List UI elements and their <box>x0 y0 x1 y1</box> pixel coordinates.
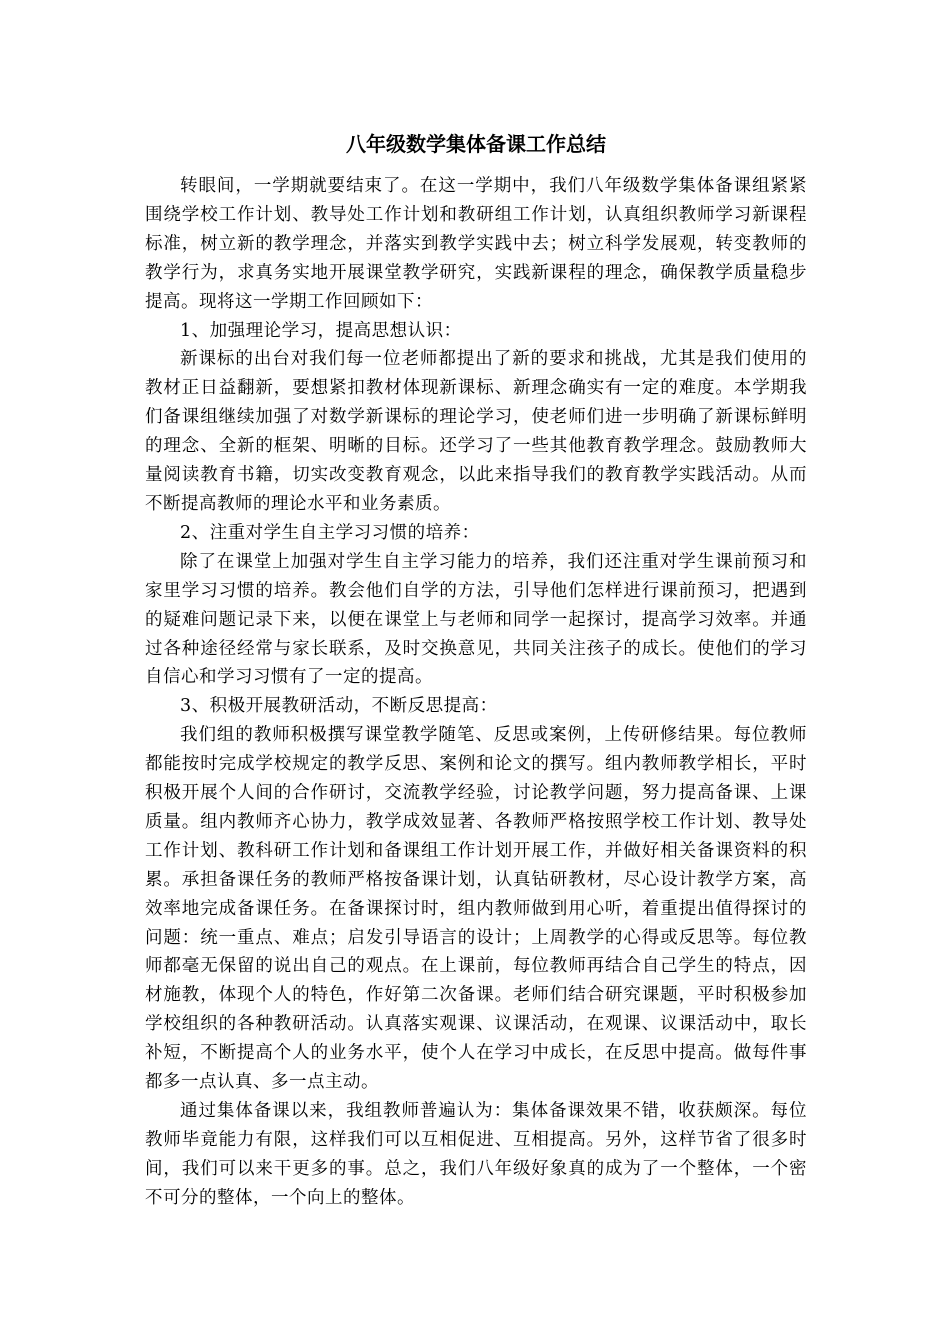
section-heading-1: 1、加强理论学习，提高思想认识： <box>180 320 462 341</box>
section-body-2: 除了在课堂上加强对学生自主学习能力的培养，我们还注重对学生课前预习和家里学习习惯的培养。教会他们自学的方法，引导他们怎样进行课前预习，把遇到的疑难问题记录下来，以便在课堂上与老师和同学一起探讨，提高学习效率。并通过各种途径经常与家长联系，及时交换意见，共同关注孩子的成长。使他们的学习自信心和学习习惯有了一定的提高。 <box>145 551 807 688</box>
conclusion-paragraph: 通过集体备课以来，我组教师普遍认为：集体备课效果不错，收获颇深。每位教师毕竟能力有限，这样我们可以互相促进、互相提高。另外，这样节省了很多时间，我们可以来干更多的事。总之，我们八年级好象真的成为了一个整体，一个密不可分的整体，一个向上的整体。 <box>145 1101 807 1208</box>
section-heading-2: 2、注重对学生自主学习习惯的培养： <box>180 522 480 543</box>
section-heading-3: 3、积极开展教研活动，不断反思提高： <box>180 696 498 717</box>
section-body-3: 我们组的教师积极撰写课堂教学随笔、反思或案例，上传研修结果。每位教师都能按时完成学校规定的教学反思、案例和论文的撰写。组内教师教学相长，平时积极开展个人间的合作研讨，交流教学经验，讨论教学问题，努力提高备课、上课质量。组内教师齐心协力，教学成效显著、各教师严格按照学校工作计划、教导处工作计划、教科研工作计划和备课组工作计划开展工作，并做好相关备课资料的积累。承担备课任务的教师严格按备课计划，认真钻研教材，尽心设计教学方案，高效率地完成备课任务。在备课探讨时，组内教师做到用心听，着重提出值得探讨的问题：统一重点、难点；启发引导语言的设计；上周教学的心得或反思等。每位教师都毫无保留的说出自己的观点。在上课前，每位教师再结合自己学生的特点，因材施教，体现个人的特色，作好第二次备课。老师们结合研究课题，平时积极参加学校组织的各种教研活动。认真落实观课、议课活动，在观课、议课活动中，取长补短，不断提高个人的业务水平，使个人在学习中成长，在反思中提高。做每件事都多一点认真、多一点主动。 <box>145 725 807 1093</box>
document-title: 八年级数学集体备课工作总结 <box>346 132 606 156</box>
section-body-1: 新课标的出台对我们每一位老师都提出了新的要求和挑战，尤其是我们使用的教材正日益翻新，要想紧扣教材体现新课标、新理念确实有一定的难度。本学期我们备课组继续加强了对数学新课标的理论学习，使老师们进一步明确了新课标鲜明的理念、全新的框架、明晰的目标。还学习了一些其他教育教学理念。鼓励教师大量阅读教育书籍，切实改变教育观念，以此来指导我们的教育教学实践活动。从而不断提高教师的理论水平和业务素质。 <box>145 349 807 514</box>
document-page <box>145 126 807 1213</box>
intro-paragraph: 转眼间，一学期就要结束了。在这一学期中，我们八年级数学集体备课组紧紧围绕学校工作计划、教导处工作计划和教研组工作计划，认真组织教师学习新课程标准，树立新的教学理念，并落实到教学实践中去；树立科学发展观，转变教师的教学行为，求真务实地开展课堂教学研究，实践新课程的理念，确保教学质量稳步提高。现将这一学期工作回顾如下： <box>145 176 807 312</box>
